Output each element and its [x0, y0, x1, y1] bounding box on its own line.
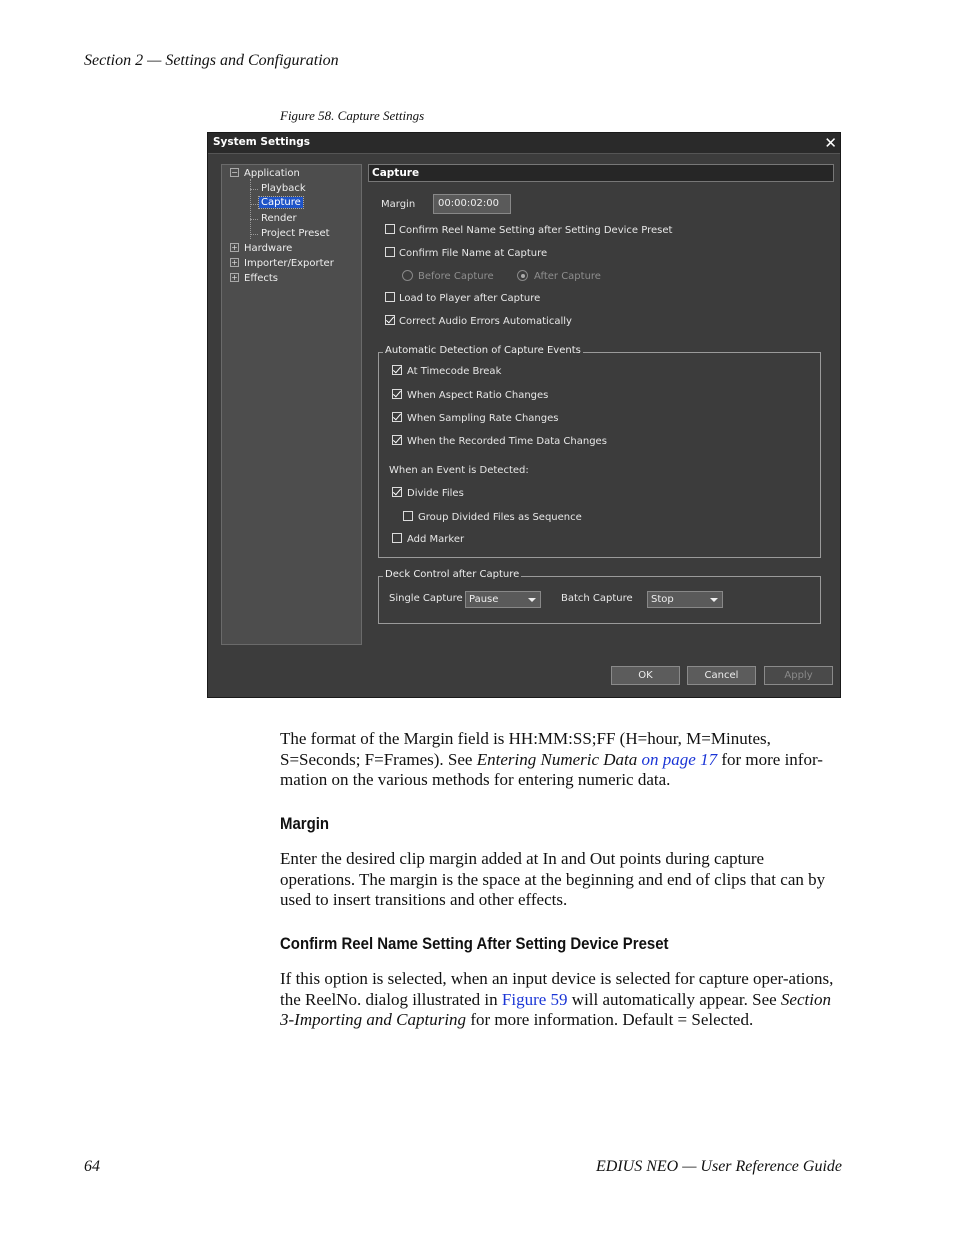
tree-connector: [250, 234, 258, 235]
text-run: for more information. Default = Selected.: [466, 1010, 754, 1029]
group-divided-label: Group Divided Files as Sequence: [418, 512, 582, 523]
tree-item-label: Project Preset: [261, 228, 330, 239]
expand-icon[interactable]: +: [231, 273, 238, 282]
after-capture-radio[interactable]: [517, 270, 528, 281]
section-header: Section 2 — Settings and Configuration: [84, 52, 339, 69]
cross-reference: Entering Numeric Data: [476, 749, 638, 769]
heading-confirm-reel-name: Confirm Reel Name Setting After Setting Device Preset: [280, 934, 669, 953]
auto-detection-group: [378, 352, 821, 558]
confirm-file-name-label: Confirm File Name at Capture: [399, 248, 548, 259]
tree-item-playback[interactable]: [261, 183, 306, 194]
tree-connector: [250, 189, 258, 190]
timecode-break-label: At Timecode Break: [407, 366, 502, 377]
tree-item-label: Effects: [244, 273, 278, 284]
tree-connector: [250, 204, 258, 205]
tree-item-effects[interactable]: [230, 273, 278, 284]
text-run: The format of the Margin field is HH:MM:SS;FF (H=hour, M=Minutes, S=Seconds; F=Frames). See: [280, 729, 771, 769]
batch-capture-value: Stop: [651, 594, 674, 605]
page-link[interactable]: on page 17: [641, 749, 718, 769]
text-run: for more infor-mation on the various methods for entering numeric data.: [280, 749, 823, 789]
divide-files-checkbox[interactable]: [392, 487, 402, 497]
tree-item-label: Importer/Exporter: [244, 258, 334, 269]
tree-item-label: Capture: [261, 197, 301, 208]
tree-item-capture[interactable]: [259, 197, 303, 208]
load-to-player-checkbox[interactable]: [385, 292, 395, 302]
confirm-reel-name-label: Confirm Reel Name Setting after Setting Device Preset: [399, 225, 673, 236]
footer-page-number: 64: [84, 1158, 100, 1175]
tree-item-label: Render: [261, 213, 297, 224]
chevron-down-icon: [710, 598, 718, 602]
correct-audio-errors-label: Correct Audio Errors Automatically: [399, 316, 572, 327]
panel-header: [368, 164, 834, 182]
aspect-ratio-checkbox[interactable]: [392, 389, 402, 399]
margin-paragraph: Enter the desired clip margin added at In and Out points during capture operations. The margin is the space at the beginning and end of clips that can by used to insert transitions and other effects.: [280, 849, 826, 909]
aspect-ratio-label: When Aspect Ratio Changes: [407, 390, 549, 401]
after-capture-label: After Capture: [534, 271, 601, 282]
tree-item-label: Hardware: [244, 243, 293, 254]
tree-item-hardware[interactable]: [230, 243, 292, 254]
auto-detection-title: Automatic Detection of Capture Events: [385, 345, 581, 356]
collapse-icon[interactable]: −: [231, 168, 238, 177]
figure-caption: Figure 58. Capture Settings: [280, 108, 425, 123]
batch-capture-label: Batch Capture: [561, 593, 633, 604]
tree-item-label: Application: [244, 168, 300, 179]
tree-item-label: Playback: [261, 183, 306, 194]
single-capture-value: Pause: [469, 594, 499, 605]
dialog-title: System Settings: [213, 136, 310, 148]
load-to-player-label: Load to Player after Capture: [399, 293, 541, 304]
recorded-time-label: When the Recorded Time Data Changes: [407, 436, 607, 447]
add-marker-checkbox[interactable]: [392, 533, 402, 543]
panel-title: Capture: [372, 167, 420, 179]
confirm-file-name-checkbox[interactable]: [385, 247, 395, 257]
settings-tree: [221, 164, 362, 645]
add-marker-label: Add Marker: [407, 534, 465, 545]
dialog-titlebar: [208, 133, 840, 154]
deck-control-title: Deck Control after Capture: [385, 569, 520, 580]
chevron-down-icon: [528, 598, 536, 602]
expand-icon[interactable]: +: [231, 243, 238, 252]
tree-item-importer-exporter[interactable]: [230, 258, 334, 269]
before-capture-label: Before Capture: [418, 271, 494, 282]
event-detected-label: When an Event is Detected:: [389, 465, 529, 476]
heading-margin: Margin: [280, 814, 330, 833]
single-capture-label: Single Capture: [389, 593, 463, 604]
tree-item-project-preset[interactable]: [261, 228, 330, 239]
sampling-rate-label: When Sampling Rate Changes: [407, 413, 559, 424]
margin-label: Margin: [381, 199, 416, 210]
cross-reference: Section 3-Importing and Capturing: [280, 989, 831, 1029]
single-capture-select[interactable]: [465, 591, 541, 608]
text-run: If this option is selected, when an input device is selected for capture oper-ations, the ReelNo. dialog illustrated in: [280, 969, 834, 1009]
footer-title: EDIUS NEO — User Reference Guide: [595, 1158, 842, 1175]
margin-input[interactable]: 00:00:02:00: [433, 194, 511, 214]
expand-icon[interactable]: +: [231, 258, 238, 267]
group-divided-checkbox[interactable]: [403, 511, 413, 521]
close-icon[interactable]: ✕: [824, 134, 837, 152]
cancel-button[interactable]: Cancel: [687, 666, 756, 685]
recorded-time-checkbox[interactable]: [392, 435, 402, 445]
margin-format-paragraph: [280, 729, 842, 791]
batch-capture-select[interactable]: [647, 591, 723, 608]
tree-item-render[interactable]: [261, 213, 297, 224]
sampling-rate-checkbox[interactable]: [392, 412, 402, 422]
timecode-break-checkbox[interactable]: [392, 365, 402, 375]
confirm-reel-paragraph: [280, 969, 842, 1031]
tree-item-application[interactable]: [230, 168, 300, 179]
divide-files-label: Divide Files: [407, 488, 464, 499]
ok-button[interactable]: OK: [611, 666, 680, 685]
system-settings-dialog: [207, 132, 841, 698]
correct-audio-errors-checkbox[interactable]: [385, 315, 395, 325]
text-run: will automatically appear. See: [567, 989, 781, 1009]
figure-link[interactable]: Figure 59: [501, 989, 568, 1009]
before-capture-radio[interactable]: [402, 270, 413, 281]
tree-connector: [250, 179, 251, 239]
tree-connector: [250, 219, 258, 220]
apply-button[interactable]: Apply: [764, 666, 833, 685]
confirm-reel-name-checkbox[interactable]: [385, 224, 395, 234]
